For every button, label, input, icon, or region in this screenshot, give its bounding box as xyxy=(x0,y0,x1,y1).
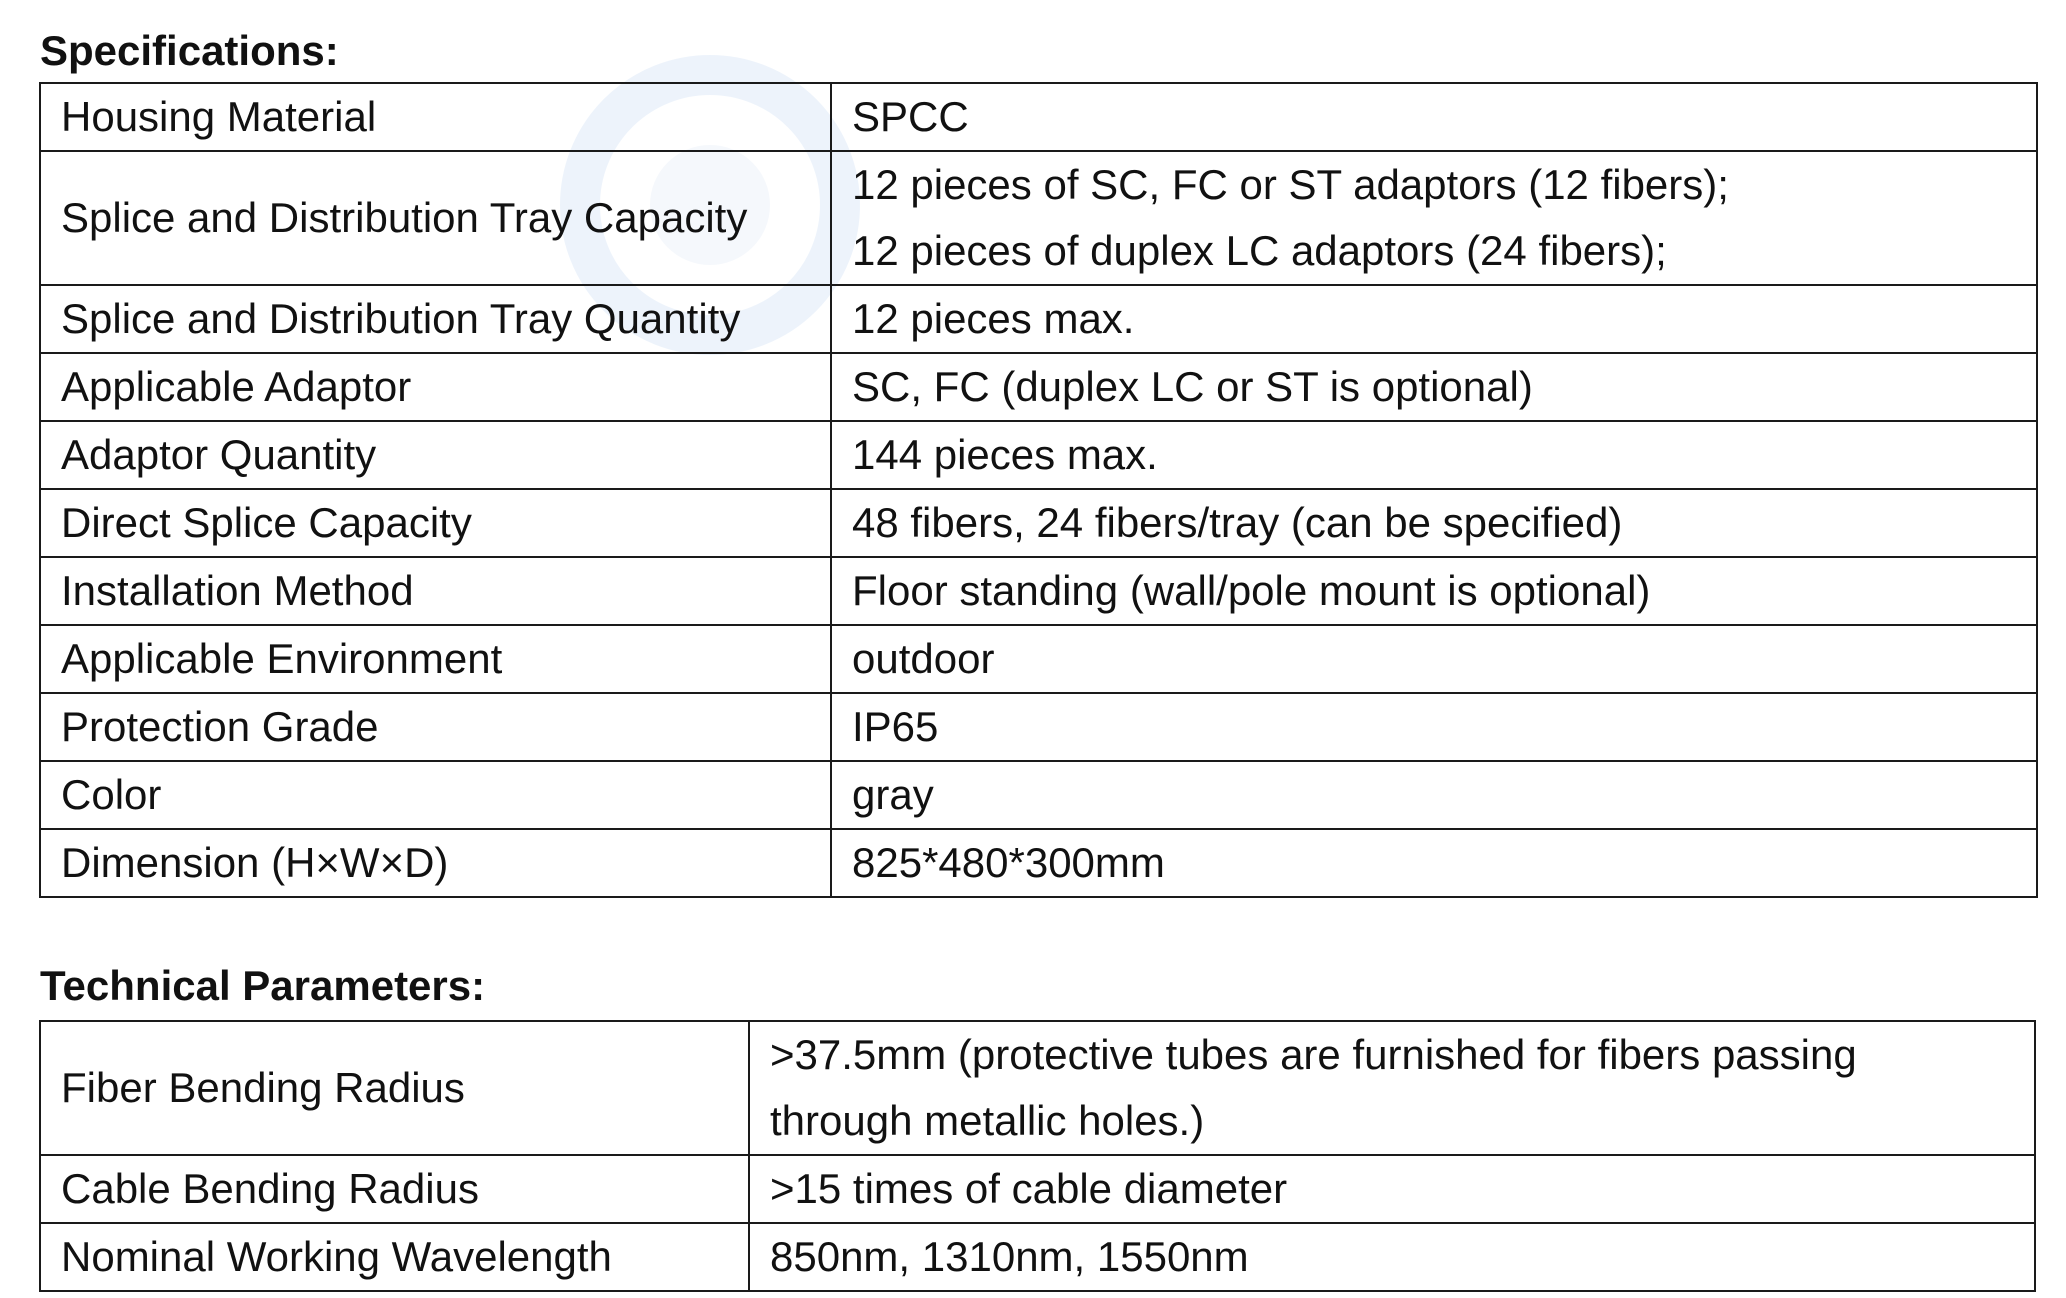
table-row xyxy=(40,625,2037,693)
table-row xyxy=(40,1155,2035,1223)
spec-value-applicable-environment: outdoor xyxy=(831,625,2037,693)
spec-value-tray-capacity xyxy=(831,151,2037,285)
spec-value-dimension: 825*480*300mm xyxy=(831,829,2037,897)
spec-label-installation-method: Installation Method xyxy=(40,557,831,625)
spec-label-direct-splice-capacity: Direct Splice Capacity xyxy=(40,489,831,557)
spec-label-tray-quantity: Splice and Distribution Tray Quantity xyxy=(40,285,831,353)
tech-label-cable-bending-radius: Cable Bending Radius xyxy=(40,1155,749,1223)
spec-value-adaptor-quantity: 144 pieces max. xyxy=(831,421,2037,489)
spec-label-dimension: Dimension (H×W×D) xyxy=(40,829,831,897)
specifications-table xyxy=(39,82,2038,898)
table-row xyxy=(40,421,2037,489)
spec-label-protection-grade: Protection Grade xyxy=(40,693,831,761)
technical-parameters-table xyxy=(39,1020,2036,1292)
table-row xyxy=(40,829,2037,897)
tech-label-fiber-bending-radius: Fiber Bending Radius xyxy=(40,1021,749,1155)
table-row xyxy=(40,1021,2035,1155)
table-row xyxy=(40,489,2037,557)
tech-value-cable-bending-radius: >15 times of cable diameter xyxy=(749,1155,2035,1223)
spec-label-adaptor-quantity: Adaptor Quantity xyxy=(40,421,831,489)
table-row xyxy=(40,761,2037,829)
spec-value-installation-method: Floor standing (wall/pole mount is optional) xyxy=(831,557,2037,625)
table-row xyxy=(40,693,2037,761)
tech-value-line: >37.5mm (protective tubes are furnished for fibers passing xyxy=(770,1031,1857,1078)
spec-label-housing-material: Housing Material xyxy=(40,83,831,151)
spec-value-protection-grade: IP65 xyxy=(831,693,2037,761)
tech-value-nominal-working-wavelength: 850nm, 1310nm, 1550nm xyxy=(749,1223,2035,1291)
technical-parameters-title: Technical Parameters: xyxy=(40,962,486,1009)
spec-label-color: Color xyxy=(40,761,831,829)
table-row xyxy=(40,285,2037,353)
spec-label-applicable-adaptor: Applicable Adaptor xyxy=(40,353,831,421)
tech-value-fiber-bending-radius xyxy=(749,1021,2035,1155)
spec-value-line: 12 pieces of SC, FC or ST adaptors (12 fibers); xyxy=(852,161,1729,208)
spec-value-housing-material: SPCC xyxy=(831,83,2037,151)
table-row xyxy=(40,83,2037,151)
table-row xyxy=(40,1223,2035,1291)
spec-label-tray-capacity: Splice and Distribution Tray Capacity xyxy=(40,151,831,285)
spec-value-tray-quantity: 12 pieces max. xyxy=(831,285,2037,353)
specifications-title: Specifications: xyxy=(40,27,339,74)
tech-value-line: through metallic holes.) xyxy=(770,1097,1205,1144)
spec-value-line: 12 pieces of duplex LC adaptors (24 fibers); xyxy=(852,227,1667,274)
table-row xyxy=(40,557,2037,625)
tech-label-nominal-working-wavelength: Nominal Working Wavelength xyxy=(40,1223,749,1291)
spec-value-applicable-adaptor: SC, FC (duplex LC or ST is optional) xyxy=(831,353,2037,421)
spec-value-direct-splice-capacity: 48 fibers, 24 fibers/tray (can be specified) xyxy=(831,489,2037,557)
table-row xyxy=(40,353,2037,421)
spec-label-applicable-environment: Applicable Environment xyxy=(40,625,831,693)
table-row xyxy=(40,151,2037,285)
spec-value-color: gray xyxy=(831,761,2037,829)
